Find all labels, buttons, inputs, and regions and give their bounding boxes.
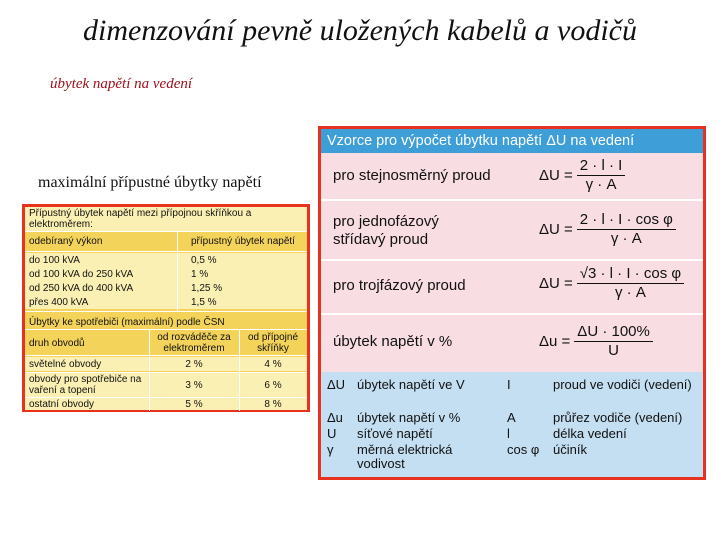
col-power-header: odebíraný výkon — [29, 235, 103, 247]
formula-row: úbytek napětí v % Δu = $\frac{\Delta U \cdot 100\%}{U}$ — [321, 315, 703, 371]
formula-row: pro jednofázový střídavý proud ΔU = $\frac{\text{2 · l · I · cos φ}}{\gamma \cdot A}$ — [321, 201, 703, 257]
divider — [25, 355, 307, 356]
col-box-header: od přípojné skříňky — [247, 332, 299, 354]
table-header-row — [25, 207, 307, 231]
divider — [25, 397, 307, 398]
table-row: světelné obvody 2 % 4 % — [25, 357, 307, 371]
formula: ΔU = $\frac{2 \cdot l \cdot I}{\gamma \cdot A}$ — [539, 157, 625, 194]
formula-row: pro stejnosměrný proud ΔU = $\frac{2 \cdot l \cdot I}{\gamma \cdot A}$ — [321, 153, 703, 199]
divider — [25, 251, 307, 252]
divider — [25, 372, 307, 373]
symbol-legend: ΔU úbytek napětí ve V I proud ve vodiči (vedení) Δu úbytek napětí v % A průřez vodiče (vedení) U síťové napětí l délka vedení γ měrná elektrická vodivost cos φ účiník — [321, 372, 703, 480]
circuit-column-headers — [25, 331, 307, 355]
table-column-headers — [25, 233, 307, 249]
section-heading: Úbytky ke spotřebiči (maximální) podle ČSN — [29, 316, 225, 328]
divider — [25, 311, 307, 312]
formula: ΔU = $\frac{\text{2 · l · I · cos φ}}{\gamma \cdot A}$ — [539, 211, 676, 248]
table-header-text: Přípustný úbytek napětí mezi přípojnou skříňkou a elektroměrem: — [29, 208, 252, 230]
col-dist-header: od rozváděče za elektroměrem — [157, 332, 231, 354]
formula: ΔU = $\frac{\text{√3 · l · I · cos φ}}{\gamma \cdot A}$ — [539, 265, 684, 302]
table-row: do 100 kVA 0,5 % — [25, 253, 307, 267]
col-drop-header: přípustný úbytek napětí — [191, 235, 295, 247]
col-type-header: druh obvodů — [29, 337, 85, 349]
formula-row: pro trojfázový proud ΔU = $\frac{\text{√3 · l · I · cos φ}}{\gamma \cdot A}$ — [321, 261, 703, 311]
table-row: obvody pro spotřebiče na vaření a topení 3 % 6 % — [25, 373, 307, 397]
table-row: od 100 kVA do 250 kVA 1 % — [25, 267, 307, 281]
formula: Δu = $\frac{\Delta U \cdot 100\%}{U}$ — [539, 323, 653, 360]
voltage-drop-limits-table — [22, 204, 310, 412]
page-title: dimenzování pevně uložených kabelů a vodičů — [83, 14, 637, 47]
divider — [239, 329, 240, 411]
subtitle: úbytek napětí na vedení — [50, 76, 193, 92]
table-row: od 250 kVA do 400 kVA 1,25 % — [25, 281, 307, 295]
left-table-caption: maximální přípustné úbytky napětí — [38, 174, 262, 191]
table-row: ostatní obvody 5 % 8 % — [25, 398, 307, 410]
table-row: přes 400 kVA 1,5 % — [25, 295, 307, 309]
divider — [25, 329, 307, 330]
divider — [177, 231, 178, 311]
divider — [25, 231, 307, 232]
formula-table — [318, 126, 706, 480]
formula-table-header: Vzorce pro výpočet úbytku napětí ΔU na vedení — [321, 129, 703, 153]
divider — [149, 329, 150, 411]
